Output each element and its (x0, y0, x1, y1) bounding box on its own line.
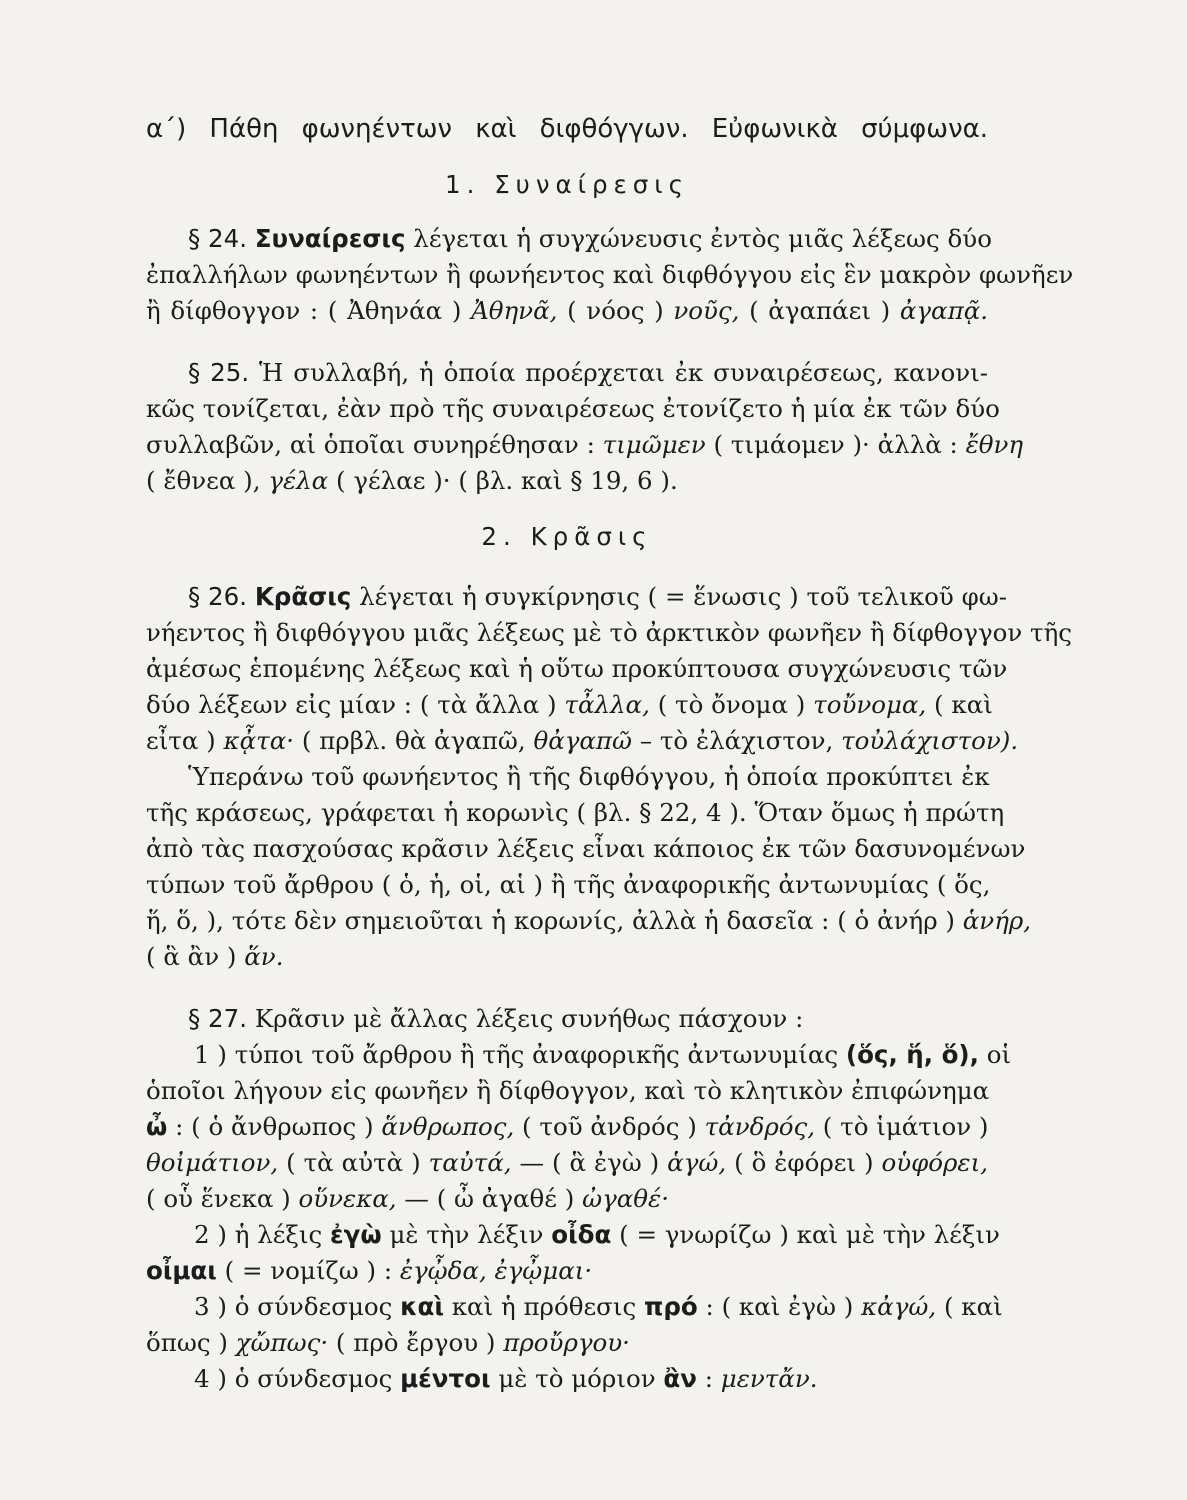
item-1-line-5 (146, 1182, 988, 1216)
paragraph-25-line-3 (146, 428, 1024, 462)
text: συλλαβῶν, αἱ ὁποῖαι συνηρέθησαν : (146, 430, 595, 459)
bold-forms: οἶμαι (146, 1256, 217, 1285)
text: ( ὃ ἐφόρει ) (734, 1148, 874, 1177)
bold-forms: (ὅς, ἥ, ὅ), (845, 1040, 979, 1069)
paragraph-26-line-4 (146, 688, 993, 722)
paragraph-27-intro (146, 1002, 988, 1036)
example: μεντἄν. (720, 1364, 818, 1393)
paragraph-25-line-2: κῶς τονίζεται, ἐὰν πρὸ τῆς συναιρέσεως ἐτονίζετο ἡ μία ἐκ τῶν δύο (146, 394, 1000, 423)
example: τοὐλάχιστον). (841, 726, 1019, 755)
text: 4 ) ὁ σύνδεσμος (194, 1364, 393, 1393)
example: ἀγαπᾷ. (899, 296, 989, 325)
text: ( = νομίζω ) : (224, 1256, 393, 1285)
example: γέλα (268, 466, 329, 495)
text: ἥ, ὅ, ), τότε δὲν σημειοῦται ἡ κορωνίς, ἀλλὰ ἡ δασεῖα : ( ὁ ἀνήρ ) (146, 906, 955, 935)
example: οὑφόρει, (881, 1148, 988, 1177)
item-2-line-1 (146, 1218, 1000, 1252)
text: 1 ) τύποι τοῦ ἄρθρου ἢ τῆς ἀναφορικῆς ἀντωνυμίας (194, 1040, 839, 1069)
text: Κρᾶσιν μὲ ἄλλας λέξεις συνήθως πάσχουν : (254, 1004, 804, 1033)
text: — ( ὦ ἀγαθέ ) (404, 1184, 575, 1213)
paragraph-26-line-1 (146, 580, 1008, 614)
example: ἐγᾦδα, ἐγᾦμαι· (399, 1256, 593, 1285)
text: μὲ τὴν λέξιν (389, 1220, 544, 1249)
text: ( ἔθνεα ), (146, 466, 261, 495)
text: ( νόος ) (567, 296, 664, 325)
text: ( καὶ (934, 690, 993, 719)
section-heading-krasis: 2. Κρᾶσις (481, 522, 653, 551)
bold-forms: οἶδα (551, 1220, 612, 1249)
text: εἶτα ) (146, 726, 216, 755)
text: δύο λέξεων εἰς μίαν : ( τὰ ἄλλα ) (146, 690, 557, 719)
example: ἅν. (244, 942, 284, 971)
example: οὕνεκα, (298, 1184, 397, 1213)
text: : ( καὶ ἐγὼ ) (705, 1292, 854, 1321)
example: ὠγαθέ· (582, 1184, 669, 1213)
example: θοἰμάτιον, (146, 1148, 279, 1177)
text: ( πρὸ ἔργου ) (335, 1328, 496, 1357)
text: ( = γνωρίζω ) καὶ μὲ τὴν λέξιν (619, 1220, 1000, 1249)
section-heading-synairesis: 1. Συναίρεσις (445, 170, 689, 199)
example: χὤπως· (235, 1328, 329, 1357)
section-number: § 25. (188, 358, 250, 387)
text: : (704, 1364, 713, 1393)
example: Ἀθηνᾶ, (471, 296, 558, 325)
text: — ( ἃ ἐγὼ ) (519, 1148, 660, 1177)
text: ( τιμάομεν )· ἀλλὰ : (713, 430, 958, 459)
text: μὲ τὸ μόριον (498, 1364, 656, 1393)
term-synairesis: Συναίρεσις (254, 224, 406, 253)
example: προὔργου· (503, 1328, 630, 1357)
example: ἁνήρ, (962, 906, 1032, 935)
paragraph-25-line-1 (146, 356, 988, 390)
text: : ( ὁ ἄνθρωπος ) (175, 1112, 374, 1141)
text: ( οὗ ἕνεκα ) (146, 1184, 291, 1213)
bold-forms: ὦ (146, 1112, 168, 1141)
paragraph-26-line-10 (146, 904, 1032, 938)
text: ( τοῦ ἀνδρός ) (522, 1112, 697, 1141)
paragraph-26-line-5 (146, 724, 1019, 758)
item-2-line-2 (146, 1254, 988, 1288)
item-4-line-1 (146, 1362, 988, 1396)
paragraph-26-line-11 (146, 940, 988, 974)
term-krasis: Κρᾶσις (254, 582, 352, 611)
text: ( ἃ ἂν ) (146, 942, 237, 971)
paragraph-26-line-9: τύπων τοῦ ἄρθρου ( ὁ, ἡ, οἱ, αἱ ) ἢ τῆς ἀναφορικῆς ἀντωνυμίας ( ὅς, (146, 870, 991, 899)
bold-forms: πρό (644, 1292, 698, 1321)
example: κᾆτα· (223, 726, 295, 755)
text: Ἡ συλλαβή, ἡ ὁποία προέρχεται ἐκ συναιρέσεως, κανονι- (259, 358, 988, 387)
item-1-line-2: ὁποῖοι λήγουν εἰς φωνῆεν ἢ δίφθογγον, καὶ τὸ κλητικὸν ἐπιφώνημα (146, 1076, 990, 1105)
text: ἢ δίφθογγον : ( Ἀθηνάα ) (146, 296, 462, 325)
text: 2 ) ἡ λέξις (194, 1220, 323, 1249)
paragraph-25-line-4 (146, 464, 988, 498)
example: ἔθνη (965, 430, 1024, 459)
text: 3 ) ὁ σύνδεσμος (194, 1292, 393, 1321)
example: τιμῶμεν (602, 430, 706, 459)
bold-forms: καὶ (400, 1292, 444, 1321)
paragraph-24-line-3 (146, 294, 988, 328)
example: ταὐτά, (428, 1148, 512, 1177)
paragraph-24-line-2: ἐπαλλήλων φωνηέντων ἢ φωνήεντος καὶ διφθόγγου εἰς ἓν μακρὸν φωνῆεν (146, 260, 1074, 289)
item-1-line-4 (146, 1146, 988, 1180)
paragraph-24-line-1 (146, 222, 992, 256)
paragraph-26-line-7: τῆς κράσεως, γράφεται ἡ κορωνὶς ( βλ. § 22, 4 ). Ὅταν ὅμως ἡ πρώτη (146, 798, 1005, 827)
bold-forms: μέντοι (400, 1364, 491, 1393)
section-number: § 26. (188, 582, 248, 611)
text: ( πρβλ. θὰ ἀγαπῶ, (301, 726, 526, 755)
item-3-line-1 (146, 1290, 1003, 1324)
text: λέγεται ἡ συγχώνευσις ἐντὸς μιᾶς λέξεως δύο (413, 224, 992, 253)
example: νοῦς, (673, 296, 740, 325)
text: ὅπως ) (146, 1328, 228, 1357)
section-number: § 24. (188, 224, 248, 253)
text: – τὸ ἐλάχιστον, (639, 726, 834, 755)
example: θἀγαπῶ (533, 726, 633, 755)
text: ( καὶ (943, 1292, 1003, 1321)
text: ( γέλαε )· ( βλ. καὶ § 19, 6 ). (335, 466, 678, 495)
text: ( τὸ ἱμάτιον ) (822, 1112, 989, 1141)
section-number: § 27. (188, 1004, 248, 1033)
example: τἀνδρός, (704, 1112, 815, 1141)
text: ( ἀγαπάει ) (749, 296, 891, 325)
item-1-line-3 (146, 1110, 988, 1144)
item-3-line-2 (146, 1326, 988, 1360)
chapter-heading: α΄) Πάθη φωνηέντων καὶ διφθόγγων. Εὐφωνικὰ σύμφωνα. (146, 114, 988, 144)
bold-forms: ἐγὼ (330, 1220, 382, 1249)
example: ἅνθρωπος, (381, 1112, 515, 1141)
example: ἁγώ, (667, 1148, 727, 1177)
paragraph-26-line-8: ἀπὸ τὰς πασχούσας κρᾶσιν λέξεις εἶναι κάποιος ἐκ τῶν δασυνομένων (146, 834, 1026, 863)
paragraph-26-line-3: ἀμέσως ἑπομένης λέξεως καὶ ἡ οὕτω προκύπτουσα συγχώνευσις τῶν (146, 654, 1008, 683)
text: καὶ ἡ πρόθεσις (451, 1292, 637, 1321)
text: οἱ (986, 1040, 1012, 1069)
item-1-line-1 (146, 1038, 1012, 1072)
paragraph-26-line-2: νήεντος ἢ διφθόγγου μιᾶς λέξεως μὲ τὸ ἀρκτικὸν φωνῆεν ἢ δίφθογγον τῆς (146, 618, 1072, 647)
paragraph-26-line-6: Ὑπεράνω τοῦ φωνήεντος ἢ τῆς διφθόγγου, ἡ ὁποία προκύπτει ἐκ (188, 762, 990, 791)
example: τοὔνομα, (813, 690, 927, 719)
example: τἆλλα, (564, 690, 650, 719)
text: ( τὸ ὄνομα ) (657, 690, 806, 719)
text: ( τὰ αὐτὰ ) (286, 1148, 421, 1177)
bold-forms: ἂν (663, 1364, 697, 1393)
example: κἀγώ, (861, 1292, 937, 1321)
text: λέγεται ἡ συγκίρνησις ( = ἕνωσις ) τοῦ τελικοῦ φω- (359, 582, 1008, 611)
